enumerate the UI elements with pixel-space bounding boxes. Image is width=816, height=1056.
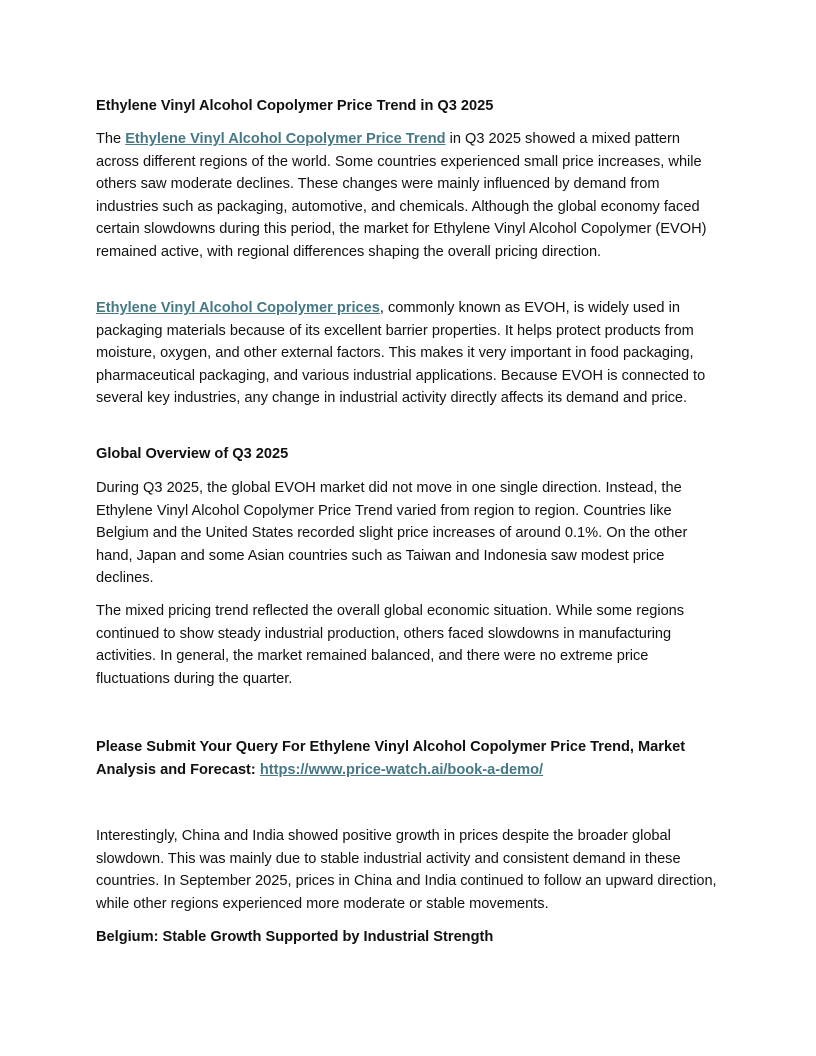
intro-paragraph [96,128,724,264]
global-overview-paragraph: During Q3 2025, the global EVOH market did not move in one single direction. Instead, the Ethylene Vinyl Alcohol Copolymer Price Trend varied from region to region. Countries like Belgium and the United States recorded slight price increases of around 0.1%. On the other hand, Japan and some Asian countries such as Taiwan and Indonesia saw modest price declines. [96,480,688,587]
text: , commonly known as EVOH, is widely used in packaging materials because of its excellent barrier properties. It helps protect products from moisture, oxygen, and other external factors. This makes it very important in food packaging, pharmaceutical packaging, and various industrial applications. Because EVOH is connected to several key industries, any change in industrial activity directly affects its demand and price. [96,300,706,407]
section-heading-price-trend: Ethylene Vinyl Alcohol Copolymer Price Trend in Q3 2025 [96,98,494,114]
text: The [96,131,126,147]
prices-link[interactable]: Ethylene Vinyl Alcohol Copolymer prices [96,300,380,316]
price-trend-link[interactable]: Ethylene Vinyl Alcohol Copolymer Price Trend [125,131,446,147]
china-india-paragraph: Interestingly, China and India showed positive growth in prices despite the broader global slowdown. This was mainly due to stable industrial activity and consistent demand in these countries. In September 2025, prices in China and India continued to follow an upward direction, while other regions experienced more moderate or stable movements. [96,828,717,912]
section-heading-belgium: Belgium: Stable Growth Supported by Industrial Strength [96,929,494,945]
query-text: Please Submit Your Query For Ethylene Vinyl Alcohol Copolymer Price Trend, Market Analysis and Forecast: [96,739,686,778]
text: in Q3 2025 showed a mixed pattern across different regions of the world. Some countries experienced small price increases, while others saw moderate declines. These changes were mainly influenced by demand from industries such as packaging, automotive, and chemicals. Although the global economy faced certain slowdowns during this period, the market for Ethylene Vinyl Alcohol Copolymer (EVOH) remained active, with regional differences shaping the overall pricing direction. [96,131,707,260]
section-heading-global-overview: Global Overview of Q3 2025 [96,446,289,462]
query-callout [96,736,724,781]
book-demo-link[interactable]: https://www.price-watch.ai/book-a-demo/ [259,761,544,778]
mixed-trend-paragraph: The mixed pricing trend reflected the overall global economic situation. While some regions continued to show steady industrial production, others faced slowdowns in manufacturing activities. In general, the market remained balanced, and there were no extreme price fluctuations during the quarter. [96,603,685,687]
evoh-paragraph [96,297,724,410]
